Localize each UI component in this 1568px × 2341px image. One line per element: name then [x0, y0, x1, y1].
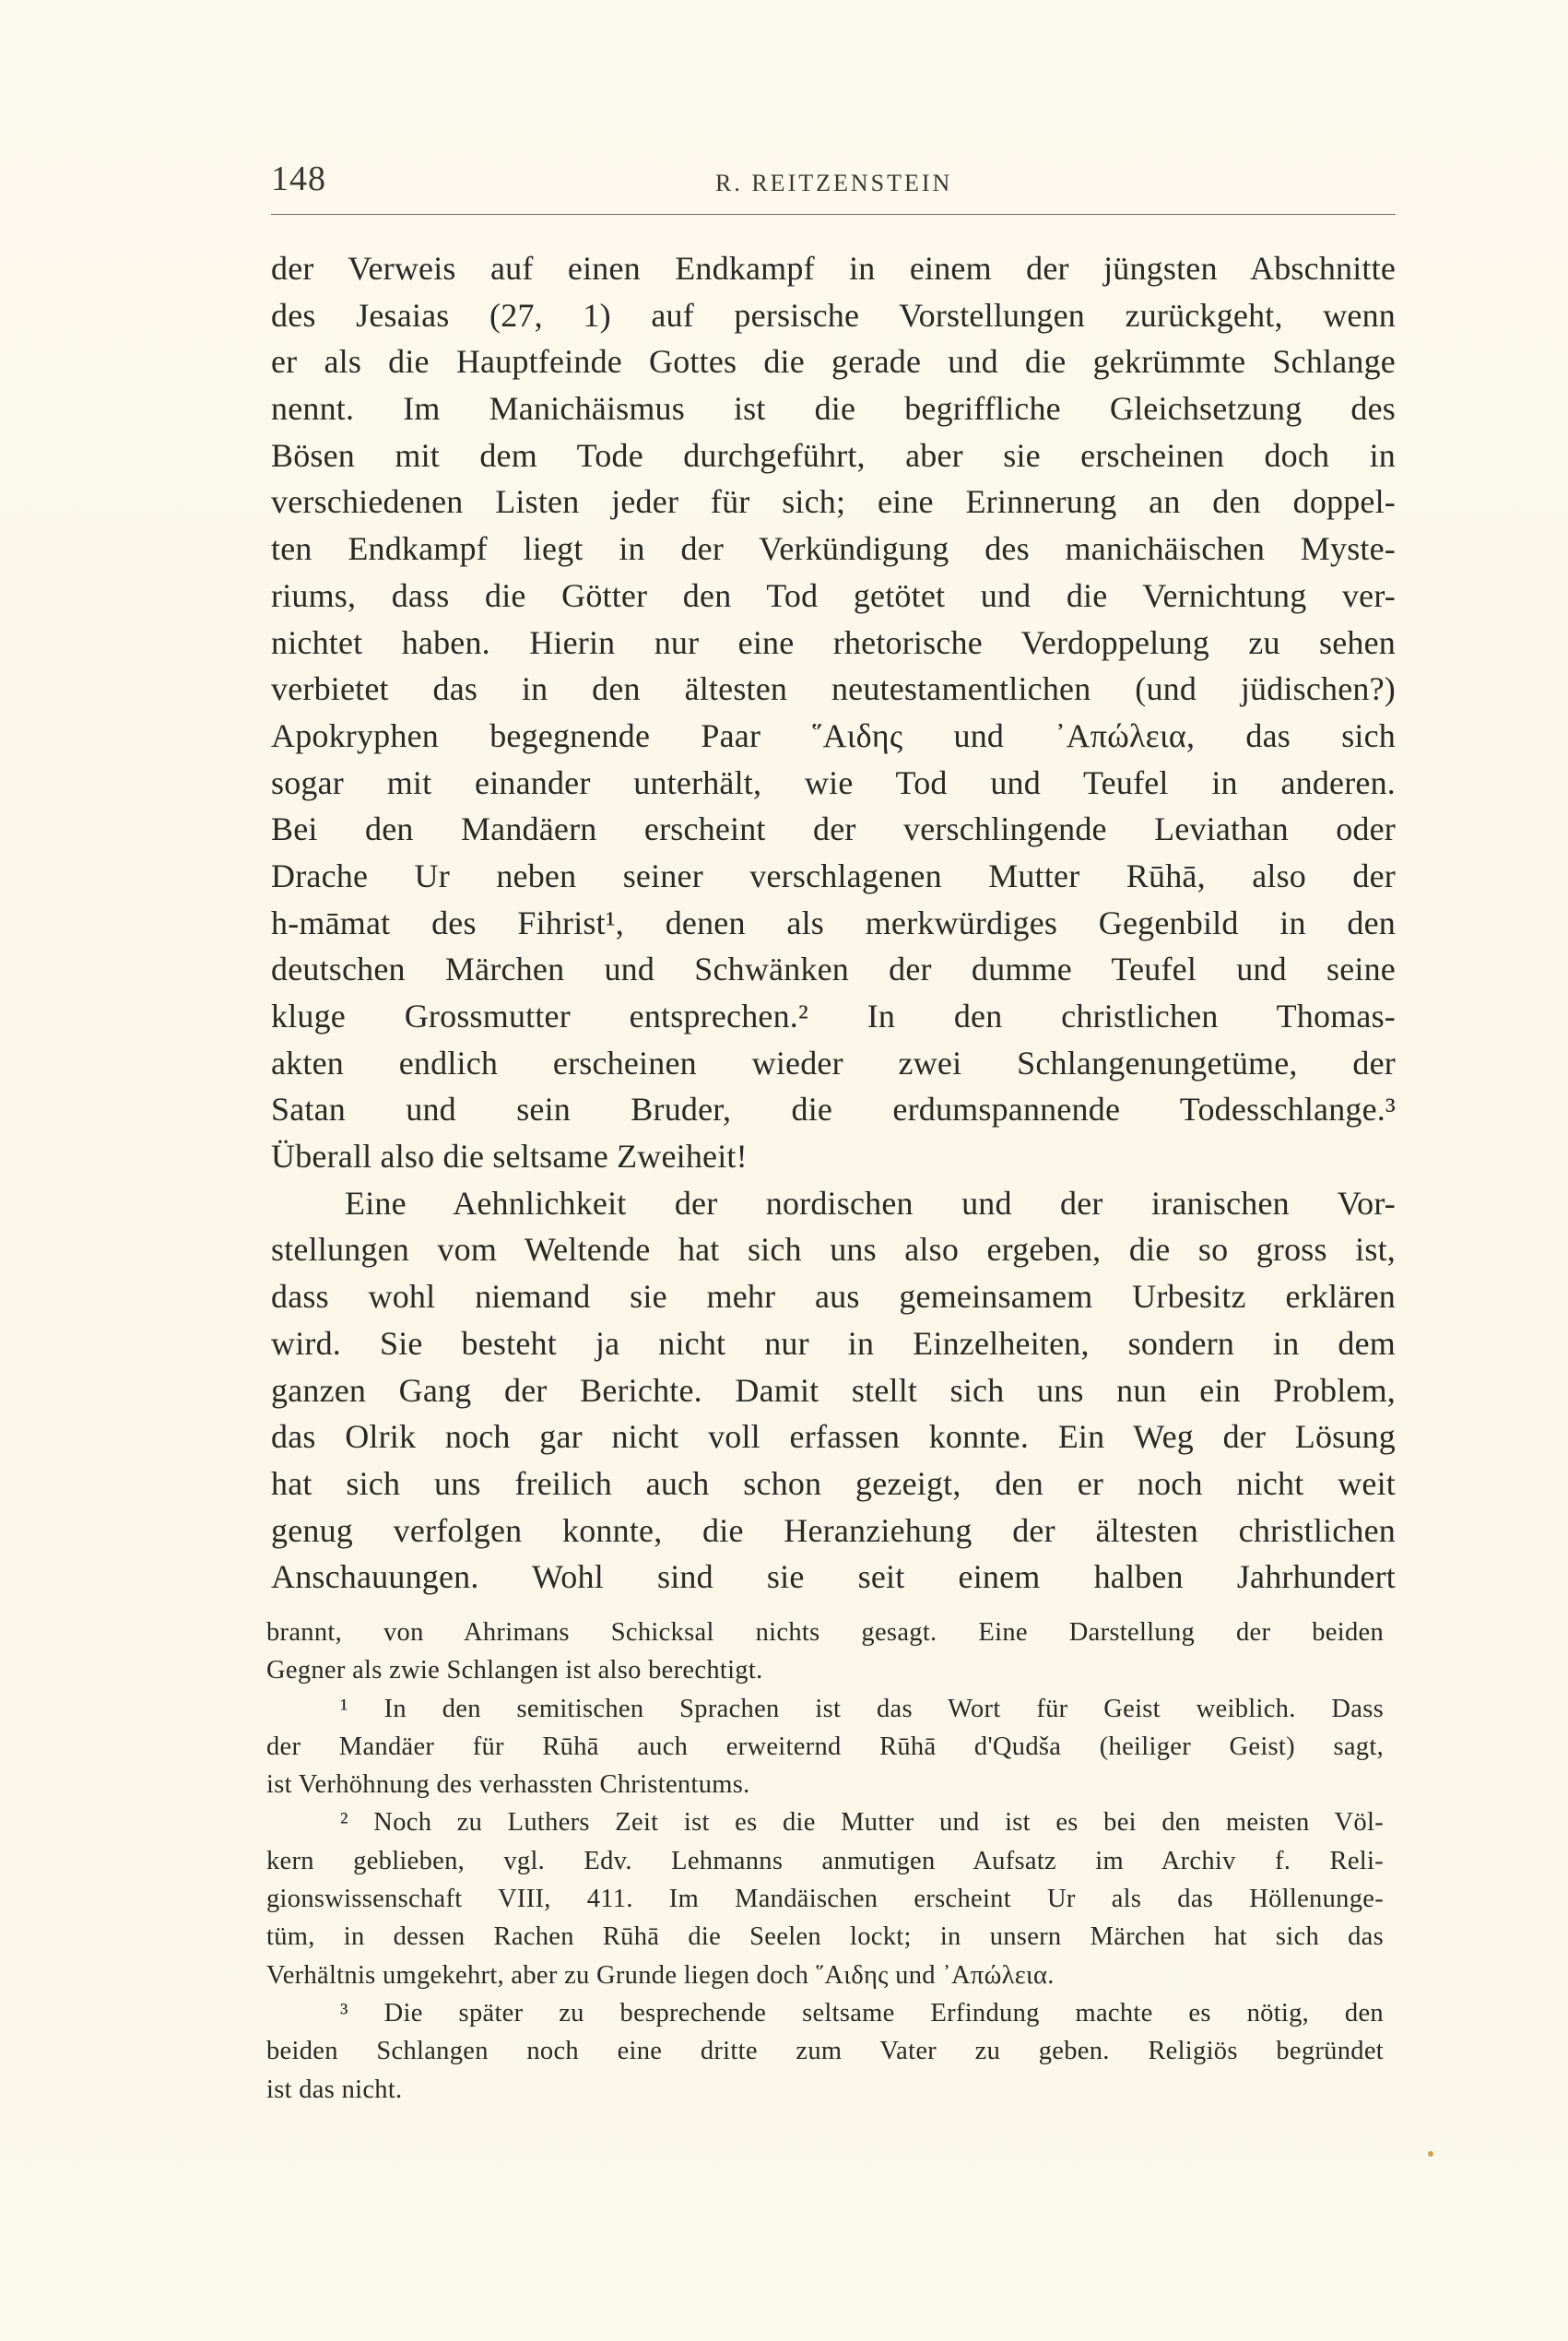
footnote-line: gionswissenschaft VIII, 411. Im Mandäischen erscheint Ur als das Höllenunge- [266, 1885, 1384, 1914]
text-line: Bösen mit dem Tode durchgeführt, aber sie erscheinen doch in [271, 436, 1396, 474]
text-line: sogar mit einander unterhält, wie Tod und Teufel in anderen. [271, 763, 1396, 801]
footnotes [266, 1614, 1384, 2109]
footnote-line: Gegner als zwie Schlangen ist also berechtigt. [266, 1656, 763, 1685]
paper-speck [1428, 2151, 1433, 2157]
footnote-line: ist Verhöhnung des verhassten Christentums. [266, 1770, 750, 1800]
footnote-line: tüm, in dessen Rachen Rūhā die Seelen lockt; in unsern Märchen hat sich das [266, 1922, 1384, 1952]
running-head: R. REITZENSTEIN [715, 170, 953, 196]
text-line: nennt. Im Manichäismus ist die begriffliche Gleichsetzung des [271, 390, 1396, 428]
text-line: verschiedenen Listen jeder für sich; eine Erinnerung an den doppel- [271, 483, 1396, 521]
text-line: wird. Sie besteht ja nicht nur in Einzelheiten, sondern in dem [271, 1324, 1396, 1362]
page-number: 148 [271, 160, 326, 198]
text-line: des Jesaias (27, 1) auf persische Vorstellungen zurückgeht, wenn [271, 296, 1396, 334]
text-line: deutschen Märchen und Schwänken der dumme Teufel und seine [271, 951, 1396, 988]
footnote-1: ¹ In den semitischen Sprachen ist das Wort für Geist weiblich. Dass [340, 1694, 1384, 1723]
text-line: ten Endkampf liegt in der Verkündigung des manichäischen Myste- [271, 530, 1396, 568]
text-line: h-māmat des Fihrist¹, denen als merkwürdiges Gegenbild in den [271, 904, 1396, 941]
text-line: ganzen Gang der Berichte. Damit stellt sich uns nun ein Problem, [271, 1371, 1396, 1409]
text-line: dass wohl niemand sie mehr aus gemeinsamem Urbesitz erklären [271, 1278, 1396, 1316]
text-line: Satan und sein Bruder, die erdumspannende Todesschlange.³ [271, 1091, 1396, 1129]
footnote-line: brannt, von Ahrimans Schicksal nichts gesagt. Eine Darstellung der beiden [266, 1618, 1384, 1647]
text-line: verbietet das in den ältesten neutestamentlichen (und jüdischen?) [271, 670, 1396, 708]
text-line: der Verweis auf einen Endkampf in einem der jüngsten Abschnitte [271, 250, 1396, 287]
text-line: Bei den Mandäern erscheint der verschlingende Leviathan oder [271, 810, 1396, 848]
paragraph-first-line: Eine Aehnlichkeit der nordischen und der iranischen Vor- [345, 1184, 1396, 1222]
text-line: kluge Grossmutter entsprechen.² In den christlichen Thomas- [271, 998, 1396, 1035]
page-header [271, 159, 1396, 215]
text-line: Apokryphen begegnende Paar ῞Αιδης und ᾿Απώλεια, das sich [271, 716, 1396, 754]
text-line: Anschauungen. Wohl sind sie seit einem halben Jahrhundert [271, 1558, 1396, 1596]
text-line: das Olrik noch gar nicht voll erfassen konnte. Ein Weg der Lösung [271, 1418, 1396, 1456]
footnote-line: kern geblieben, vgl. Edv. Lehmanns anmutigen Aufsatz im Archiv f. Reli- [266, 1846, 1384, 1875]
text-line: akten endlich erscheinen wieder zwei Schlangenungetüme, der [271, 1044, 1396, 1082]
text-line: Überall also die seltsame Zweiheit! [271, 1138, 748, 1176]
main-text [271, 245, 1396, 1601]
footnote-3: ³ Die später zu besprechende seltsame Erfindung machte es nötig, den [340, 1998, 1384, 2028]
text-line: hat sich uns freilich auch schon gezeigt, den er noch nicht weit [271, 1464, 1396, 1502]
text-line: nichtet haben. Hierin nur eine rhetorische Verdoppelung zu sehen [271, 623, 1396, 661]
footnote-line: beiden Schlangen noch eine dritte zum Vater zu geben. Religiös begründet [266, 2037, 1384, 2066]
text-line: genug verfolgen konnte, die Heranziehung der ältesten christlichen [271, 1511, 1396, 1549]
footnote-line: Verhältnis umgekehrt, aber zu Grunde liegen doch ῞Αιδης und ᾿Απώλεια. [266, 1960, 1055, 1990]
text-line: er als die Hauptfeinde Gottes die gerade und die gekrümmte Schlange [271, 343, 1396, 381]
footnote-2: ² Noch zu Luthers Zeit ist es die Mutter und ist es bei den meisten Völ- [340, 1808, 1384, 1838]
text-line: Drache Ur neben seiner verschlagenen Mutter Rūhā, also der [271, 857, 1396, 894]
text-line: riums, dass die Götter den Tod getötet und die Vernichtung ver- [271, 576, 1396, 614]
text-line: stellungen vom Weltende hat sich uns also ergeben, die so gross ist, [271, 1231, 1396, 1269]
footnote-line: ist das nicht. [266, 2075, 403, 2104]
footnote-line: der Mandäer für Rūhā auch erweiternd Rūhā d'Qudša (heiliger Geist) sagt, [266, 1732, 1384, 1761]
